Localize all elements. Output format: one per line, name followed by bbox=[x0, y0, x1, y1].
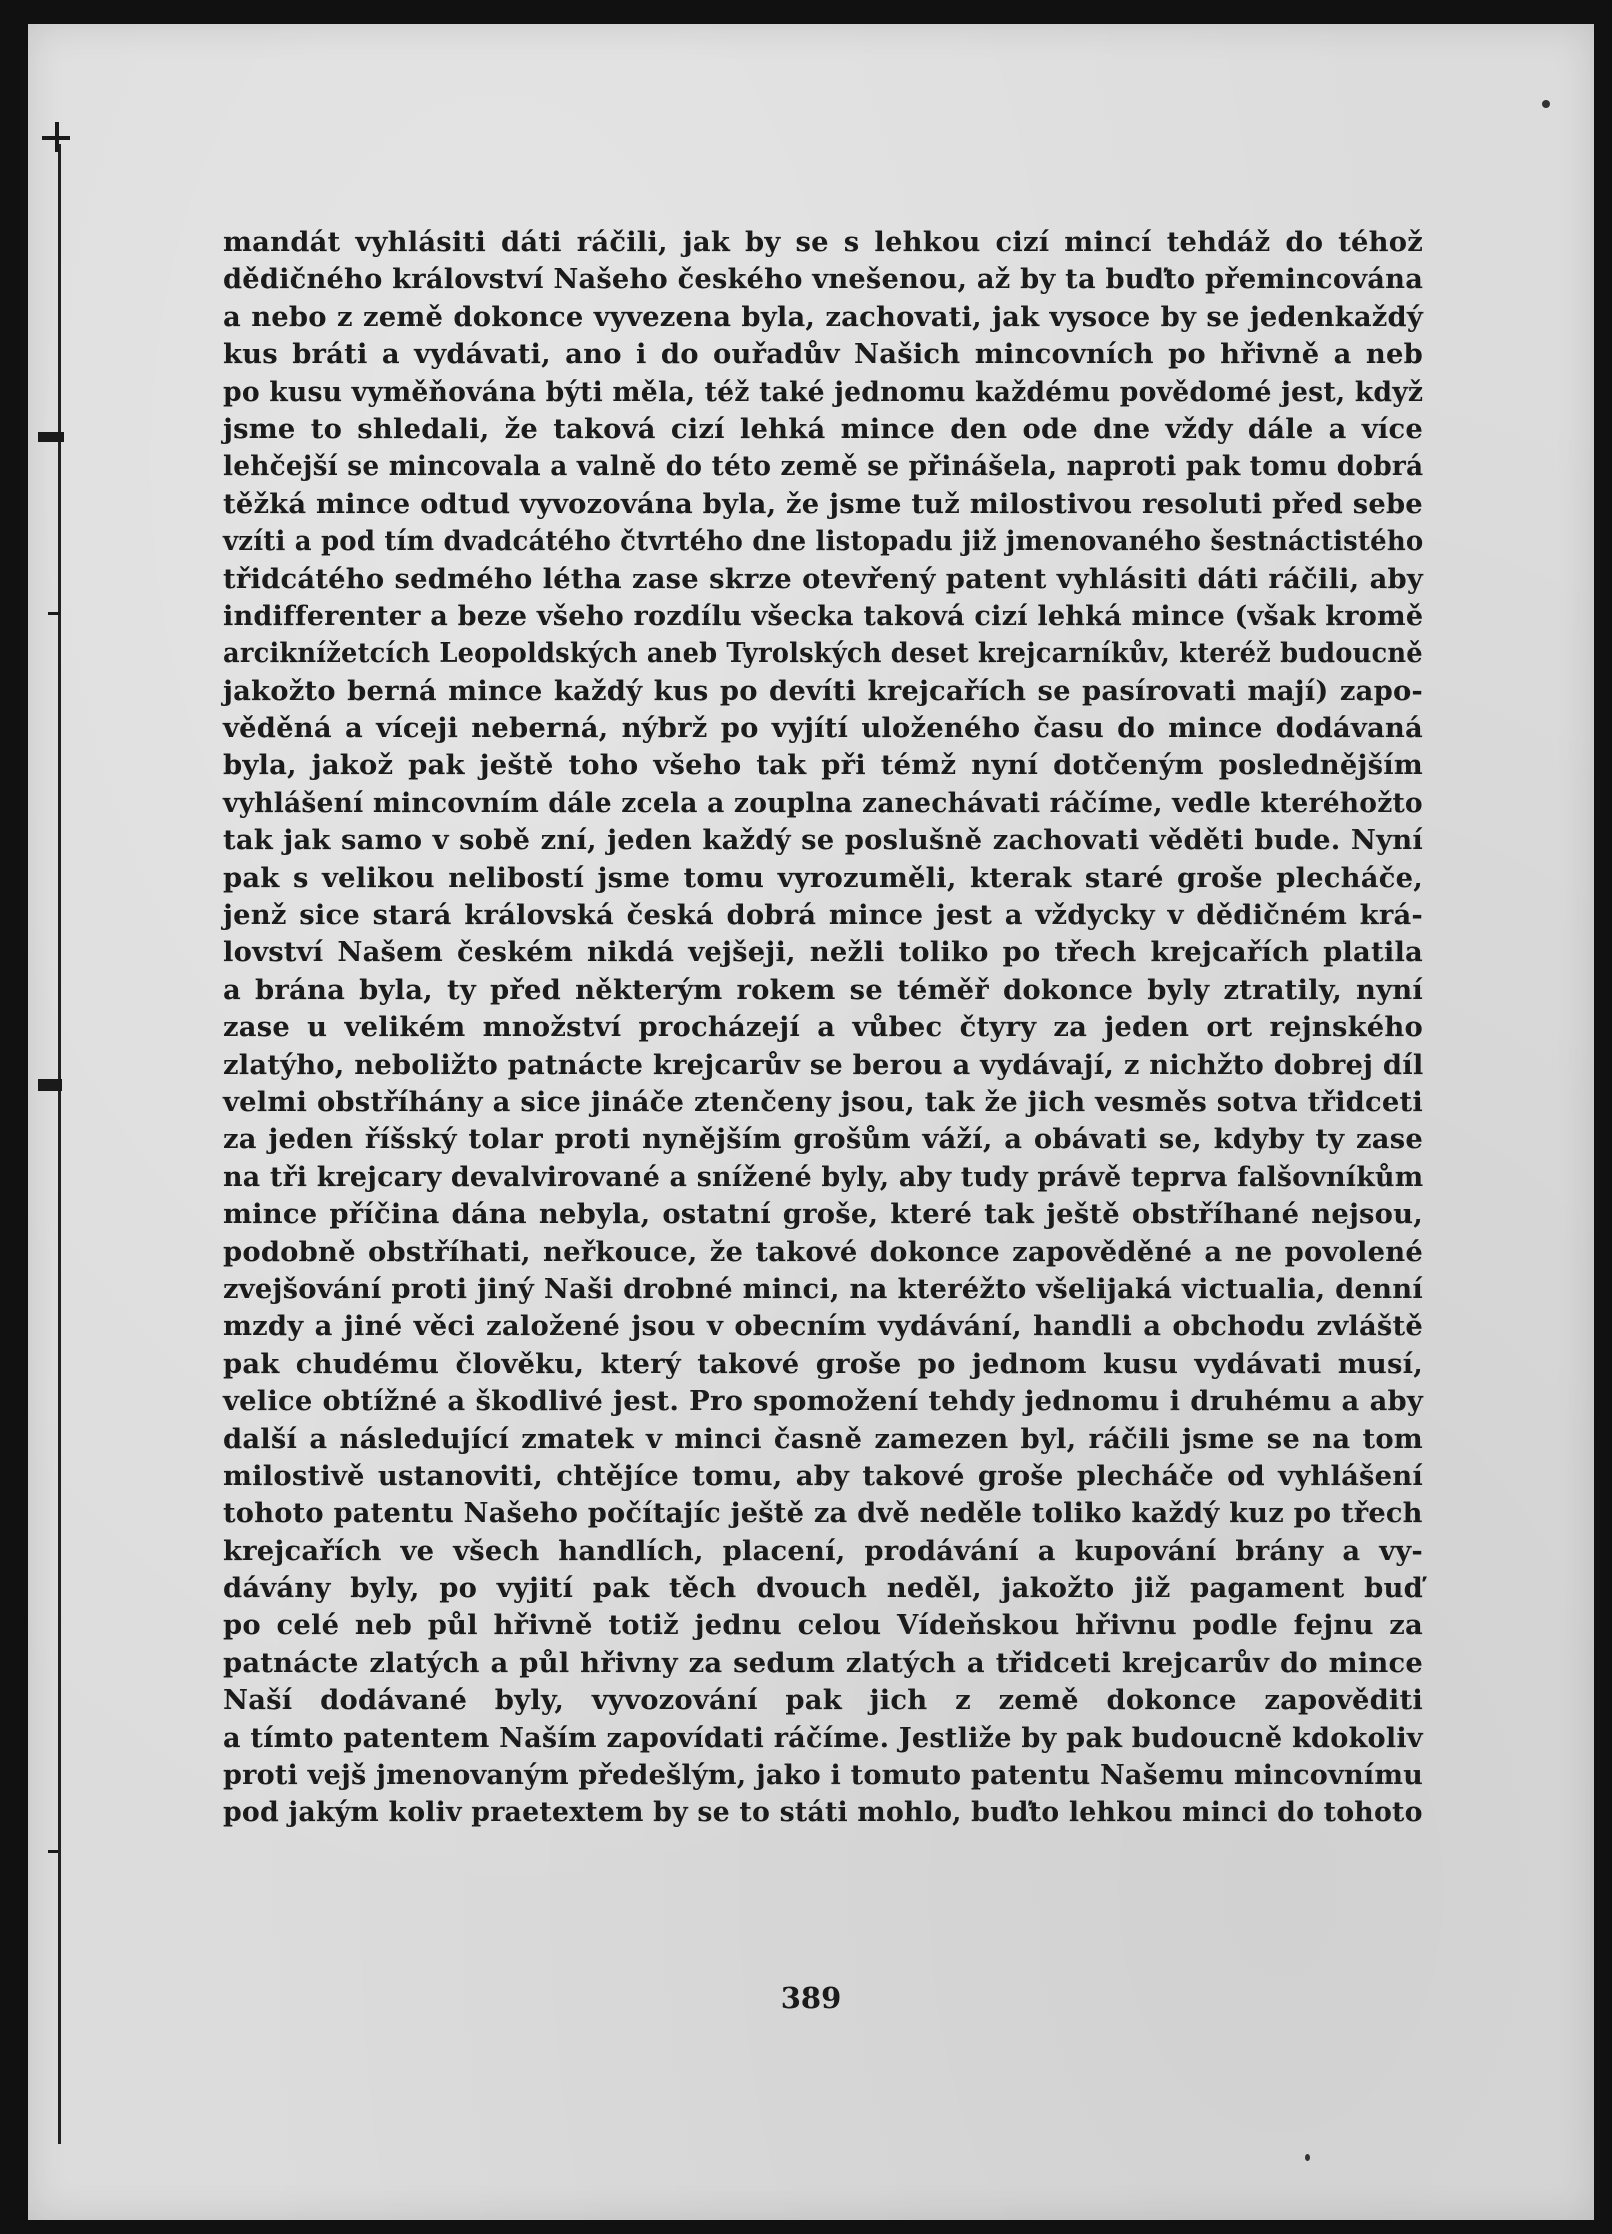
text-line: indifferenter a beze všeho rozdílu všecka taková cizí lehká mince (však kromě bbox=[223, 599, 1424, 632]
text-line: velmi obstříhány a sice jináče ztenčeny jsou, tak že jich vesměs sotva třidceti bbox=[223, 1085, 1423, 1118]
binding-mark-top-stem bbox=[55, 122, 59, 152]
text-line: třidcátého sedmého létha zase skrze otevřený patent vyhlásiti dáti ráčili, aby bbox=[223, 562, 1423, 595]
text-line: tak jak samo v sobě zní, jeden každý se poslušně zachovati věděti bude. Nyní bbox=[223, 824, 1423, 857]
text-line: vyhlášení mincovním dále zcela a zouplna zanechávati ráčíme, vedle kteréhožto bbox=[223, 786, 1423, 819]
page-number: 389 bbox=[780, 1981, 842, 2015]
text-line: tohoto patentu Našeho počítajíc ještě za dvě neděle toliko každý kuz po třech bbox=[223, 1497, 1423, 1530]
text-line: jakožto berná mince každý kus po devíti krejcařích se pasírovati mají) zapo- bbox=[223, 674, 1423, 707]
text-line: za jeden říšský tolar proti nynějším grošům váží, a obávati se, kdyby ty zase bbox=[223, 1123, 1423, 1156]
text-line: zlatýho, neboližto patnácte krejcarův se berou a vydávají, z nichžto dobrej díl bbox=[223, 1048, 1424, 1081]
text-line: pod jakým koliv praetextem by se to státi mohlo, buďto lehkou minci do tohoto bbox=[223, 1796, 1423, 1829]
text-line: lovství Našem českém nikdá vejšeji, nežli toliko po třech krejcařích platila bbox=[223, 936, 1423, 969]
binding-mark-dash bbox=[48, 612, 60, 615]
text-line: milostivě ustanoviti, chtějíce tomu, aby takové groše plecháče od vyhlášení bbox=[223, 1459, 1423, 1492]
text-line: jsme to shledali, že taková cizí lehká mince den ode dne vždy dále a více bbox=[223, 412, 1423, 445]
text-line: na tři krejcary devalvirované a snížené byly, aby tudy právě teprva falšovníkům bbox=[223, 1160, 1424, 1193]
binding-mark-upper bbox=[38, 432, 64, 442]
text-line: vzíti a pod tím dvadcátého čtvrtého dne listopadu již jmenovaného šestnáctistého bbox=[223, 525, 1424, 558]
ink-speck bbox=[1305, 2154, 1310, 2161]
text-line: jenž sice stará královská česká dobrá mince jest a vždycky v dědičném krá- bbox=[223, 899, 1423, 932]
scanned-page bbox=[28, 24, 1594, 2220]
text-line: mince příčina dána nebyla, ostatní groše, které tak ještě obstříhané nejsou, bbox=[223, 1198, 1423, 1231]
text-line: a tímto patentem Naším zapovídati ráčíme. Jestliže by pak budoucně kdokoliv bbox=[223, 1721, 1423, 1754]
text-line: věděná a víceji neberná, nýbrž po vyjítí uloženého času do mince dodávaná bbox=[223, 712, 1423, 745]
text-line: zvejšování proti jiný Naši drobné minci, na kteréžto všelijaká victualia, denní bbox=[223, 1272, 1423, 1305]
text-line: kus bráti a vydávati, ano i do ouřadův Našich mincovních po hřivně a neb bbox=[223, 338, 1423, 371]
text-line: další a následující zmatek v minci časně zamezen byl, ráčili jsme se na tom bbox=[223, 1422, 1423, 1455]
text-line: lehčejší se mincovala a valně do této země se přinášela, naproti pak tomu dobrá bbox=[223, 450, 1424, 483]
text-line: proti vejš jmenovaným předešlým, jako i tomuto patentu Našemu mincovnímu bbox=[223, 1759, 1424, 1792]
text-line: a nebo z země dokonce vyvezena byla, zachovati, jak vysoce by se jedenkaždý bbox=[223, 300, 1423, 333]
text-line: pak chudému člověku, který takové groše po jednom kusu vydávati musí, bbox=[223, 1347, 1423, 1380]
text-line: po kusu vyměňována býti měla, též také jednomu každému povědomé jest, když bbox=[223, 375, 1424, 408]
text-line: arciknížetcích Leopoldských aneb Tyrolských deset krejcarníkův, kteréž budoucně bbox=[223, 637, 1423, 670]
text-line: těžká mince odtud vyvozována byla, že jsme tuž milostivou resoluti před sebe bbox=[223, 487, 1423, 520]
text-line: Naší dodávané byly, vyvozování pak jich z země dokonce zapověditi bbox=[223, 1684, 1423, 1717]
text-line: velice obtížné a škodlivé jest. Pro spomožení tehdy jednomu i druhému a aby bbox=[223, 1385, 1423, 1418]
text-line: byla, jakož pak ještě toho všeho tak při témž nyní dotčeným poslednějším bbox=[223, 749, 1423, 782]
ink-speck bbox=[1542, 100, 1550, 108]
text-line: mandát vyhlásiti dáti ráčili, jak by se s lehkou cizí mincí tehdáž do téhož bbox=[223, 226, 1423, 258]
text-line: patnácte zlatých a půl hřivny za sedum zlatých a třidceti krejcarův do mince bbox=[223, 1646, 1423, 1679]
text-line: po celé neb půl hřivně totiž jednu celou Vídeňskou hřivnu podle fejnu za bbox=[223, 1609, 1423, 1642]
binding-mark-lower-dash bbox=[48, 1850, 58, 1853]
text-line: a brána byla, ty před některým rokem se téměř dokonce byly ztratily, nyní bbox=[223, 973, 1423, 1006]
text-line: dávány byly, po vyjití pak těch dvouch neděl, jakožto již pagament buď bbox=[223, 1572, 1423, 1605]
binding-edge-line bbox=[58, 144, 61, 2144]
text-line: mzdy a jiné věci založené jsou v obecním vydávání, handli a obchodu zvláště bbox=[223, 1310, 1423, 1343]
text-line: zase u velikém množství procházejí a vůbec čtyry za jeden ort rejnského bbox=[223, 1011, 1423, 1044]
text-line: pak s velikou nelibostí jsme tomu vyrozuměli, kterak staré groše plecháče, bbox=[223, 861, 1423, 894]
text-line: dědičného království Našeho českého vnešenou, až by ta buďto přemincována bbox=[223, 263, 1424, 296]
binding-mark-middle bbox=[38, 1079, 62, 1091]
text-line: krejcařích ve všech handlích, placení, prodávání a kupování brány a vy- bbox=[223, 1534, 1423, 1567]
text-line: podobně obstříhati, neřkouce, že takové dokonce zapověděné a ne povolené bbox=[223, 1235, 1423, 1268]
body-text bbox=[223, 224, 1423, 1832]
